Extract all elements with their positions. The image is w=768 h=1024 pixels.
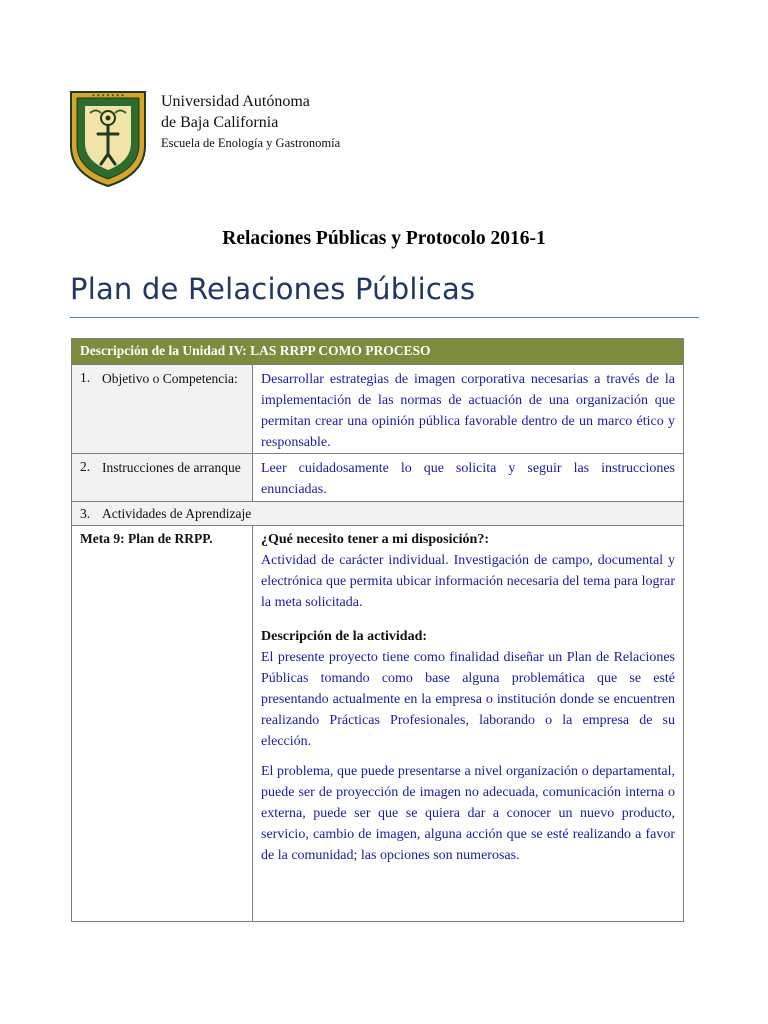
row-number: 3. — [80, 506, 91, 521]
document-header — [68, 88, 688, 188]
objective-label: Objetivo o Competencia: — [102, 371, 238, 386]
activity-description-p1: El presente proyecto tiene como finalidad diseñar un Plan de Relaciones Públicas tomando como base alguna problemática que se esté presentando actualmente en la empresa o institución donde se encuentren realizando Prácticas Profesionales, laborando o la empresa de su elección. — [261, 650, 676, 749]
unit-description-table — [71, 338, 684, 922]
activity-description-p2: El problema, que puede presentarse a nivel organización o departamental, puede ser de proyección de imagen no adecuada, comunicación interna o externa, puede ser que se quiera dar a conocer un nuevo producto, servicio, cambio de imagen, alguna acción que se esté realizando a favor de la comunidad; las opciones son numerosas. — [261, 764, 676, 863]
course-title: Relaciones Públicas y Protocolo 2016-1 — [222, 228, 546, 249]
table-row — [72, 502, 684, 526]
table-row — [72, 365, 684, 454]
instructions-value: Leer cuidadosamente lo que solicita y seguir las instrucciones enunciadas. — [253, 454, 684, 502]
meta-content — [253, 526, 684, 922]
svg-text:★ ★ ★ ★ ★ ★ ★: ★ ★ ★ ★ ★ ★ ★ — [91, 92, 125, 98]
table-row — [72, 454, 684, 502]
uabc-seal-icon — [68, 88, 148, 188]
meta-label: Meta 9: Plan de RRPP. — [72, 526, 253, 922]
activity-description-heading: Descripción de la actividad: — [261, 629, 428, 644]
activities-row — [72, 502, 684, 526]
table-row — [72, 526, 684, 922]
resources-question: ¿Qué necesito tener a mi disposición?: — [261, 532, 490, 547]
plan-title: Plan de Relaciones Públicas — [70, 272, 476, 306]
row-number: 1. — [80, 370, 91, 385]
university-name-line1: Universidad Autónoma — [161, 93, 310, 110]
institution-block — [161, 91, 340, 152]
resources-text: Actividad de carácter individual. Investigación de campo, documental y electrónica que permita ubicar información necesaria del tema para lograr la meta solicitada. — [261, 553, 676, 610]
objective-label-cell — [72, 365, 253, 454]
instructions-label: Instrucciones de arranque — [102, 460, 241, 475]
row-number: 2. — [80, 459, 91, 474]
title-underline — [70, 317, 699, 318]
objective-value: Desarrollar estrategias de imagen corporativa necesarias a través de la implementación de las normas de actuación de una organización que permitan crear una opinión pública favorable dentro de un marco ético y responsable. — [253, 365, 684, 454]
school-name: Escuela de Enología y Gastronomía — [161, 136, 341, 150]
table-header-row — [72, 339, 684, 365]
activities-label: Actividades de Aprendizaje — [102, 506, 252, 521]
university-name-line2: de Baja California — [161, 114, 279, 131]
unit-header: Descripción de la Unidad IV: LAS RRPP COMO PROCESO — [72, 339, 684, 365]
instructions-label-cell — [72, 454, 253, 502]
